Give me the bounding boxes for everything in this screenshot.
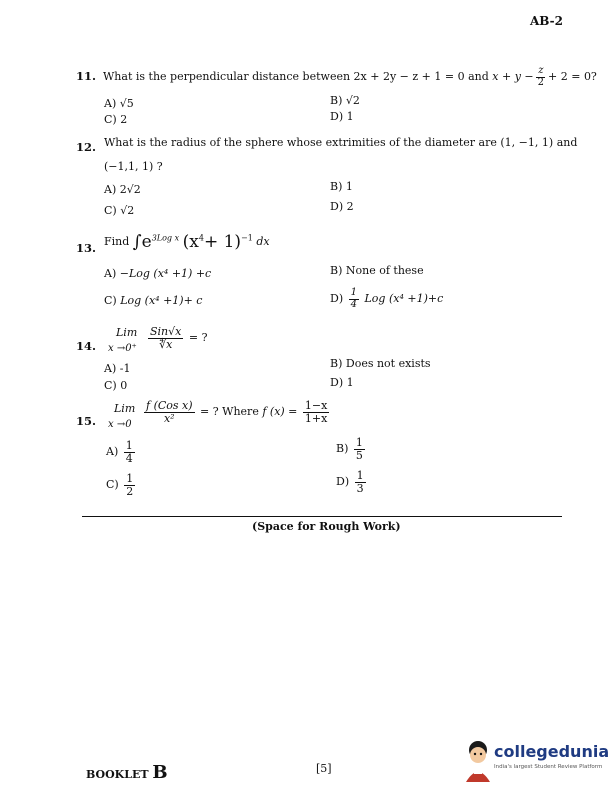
- q11-option-b[interactable]: B) √2: [330, 94, 360, 107]
- question-12-text: [104, 136, 577, 149]
- booklet-letter: B: [152, 762, 168, 783]
- q12-point1: (1, −1, 1): [500, 136, 554, 149]
- question-11-number: 11.: [76, 69, 97, 83]
- q11-eq2b: + 2 = 0?: [548, 70, 597, 83]
- divider-rule: [82, 516, 562, 517]
- q12-option-d[interactable]: D) 2: [330, 200, 354, 213]
- q14-fraction: [146, 326, 207, 350]
- question-12-number: 12.: [76, 140, 97, 154]
- q15-num: f (Cos x): [146, 399, 193, 412]
- q15-lim-sub: x →0: [108, 419, 132, 430]
- q11-eq1: 2x + 2y − z + 1 = 0: [353, 70, 465, 83]
- q14-eq: = ?: [188, 331, 208, 345]
- q13-option-a[interactable]: A) −Log (x⁴ +1) +c: [104, 267, 212, 280]
- q15-eq: = ? Where: [200, 405, 259, 419]
- q11-text: What is the perpendicular distance between: [103, 70, 351, 83]
- rough-work-label: (Space for Rough Work): [252, 520, 401, 533]
- q13-pow4: 4: [198, 233, 204, 243]
- q13-dx: dx: [256, 235, 270, 248]
- q15-option-d[interactable]: D) $\frac{1}{3}$: [336, 469, 364, 495]
- q15-expression: [142, 400, 331, 424]
- q14-num: Sin√x: [150, 325, 182, 338]
- q13-option-d[interactable]: D) $\frac{1}{4}$ Log (x⁴ +1)+c: [330, 287, 444, 310]
- q14-lim: Lim: [116, 326, 138, 339]
- booklet-code: AB-2: [530, 14, 564, 28]
- question-11-text: [103, 66, 597, 88]
- q11-frac-num: z: [538, 65, 544, 76]
- mascot-icon: [460, 738, 496, 782]
- logo-tagline: India's largest Student Review Platform: [494, 764, 603, 770]
- q11-option-a[interactable]: A) √5: [104, 97, 134, 110]
- question-13-text: [104, 232, 270, 252]
- q11-option-c[interactable]: C) 2: [104, 113, 128, 126]
- q12-option-c[interactable]: C) √2: [104, 204, 135, 217]
- q12-option-b[interactable]: B) 1: [330, 180, 353, 193]
- logo-text: collegedunia: [494, 742, 610, 761]
- q13-plus1: + 1): [203, 232, 242, 252]
- q12-point2: (−1,1, 1) ?: [104, 160, 163, 173]
- q14-option-c[interactable]: C) 0: [104, 379, 128, 392]
- q13-option-c[interactable]: C) Log (x⁴ +1)+ c: [104, 294, 203, 307]
- q13-exponent: 3Log x: [151, 233, 180, 243]
- question-15-number: 15.: [76, 414, 97, 428]
- page-number: [5]: [316, 762, 332, 775]
- q15-den: x²: [163, 411, 175, 425]
- q11-frac-den: 2: [537, 76, 545, 88]
- q14-den: ∜x: [159, 337, 173, 351]
- q13-integral: ∫e: [132, 232, 152, 252]
- q15-rnum: 1−x: [304, 399, 328, 412]
- q12-text: What is the radius of the sphere whose extrimities of the diameter are: [104, 136, 497, 149]
- q15-option-c[interactable]: C) $\frac{1}{2}$: [106, 472, 134, 498]
- question-14-number: 14.: [76, 339, 97, 353]
- q14-option-b[interactable]: B) Does not exists: [330, 357, 431, 370]
- q13-powm1: −1: [241, 233, 253, 243]
- q13-option-b[interactable]: B) None of these: [330, 264, 424, 277]
- q15-option-a[interactable]: A) $\frac{1}{4}$: [106, 439, 133, 465]
- booklet-label: [86, 762, 168, 783]
- q12-and: and: [556, 136, 578, 149]
- q14-lim-sub: x →0⁺: [108, 343, 137, 354]
- q14-option-d[interactable]: D) 1: [330, 376, 354, 389]
- q11-and: and: [468, 70, 489, 83]
- q15-lim: Lim: [114, 402, 136, 415]
- q13-find: Find: [104, 235, 130, 248]
- booklet-text: BOOKLET: [86, 768, 149, 781]
- q13-base: (x: [182, 232, 199, 252]
- q11-option-d[interactable]: D) 1: [330, 110, 354, 123]
- q15-rden: 1+x: [304, 411, 328, 425]
- q15-option-b[interactable]: B) $\frac{1}{5}$: [336, 436, 363, 462]
- question-13-number: 13.: [76, 241, 97, 255]
- q12-option-a[interactable]: A) 2√2: [104, 183, 141, 196]
- q11-eq2a: x + y −: [492, 70, 534, 83]
- q14-option-a[interactable]: A) -1: [104, 362, 131, 375]
- q15-fx: f (x) =: [262, 405, 298, 419]
- q11-fraction: [536, 66, 546, 88]
